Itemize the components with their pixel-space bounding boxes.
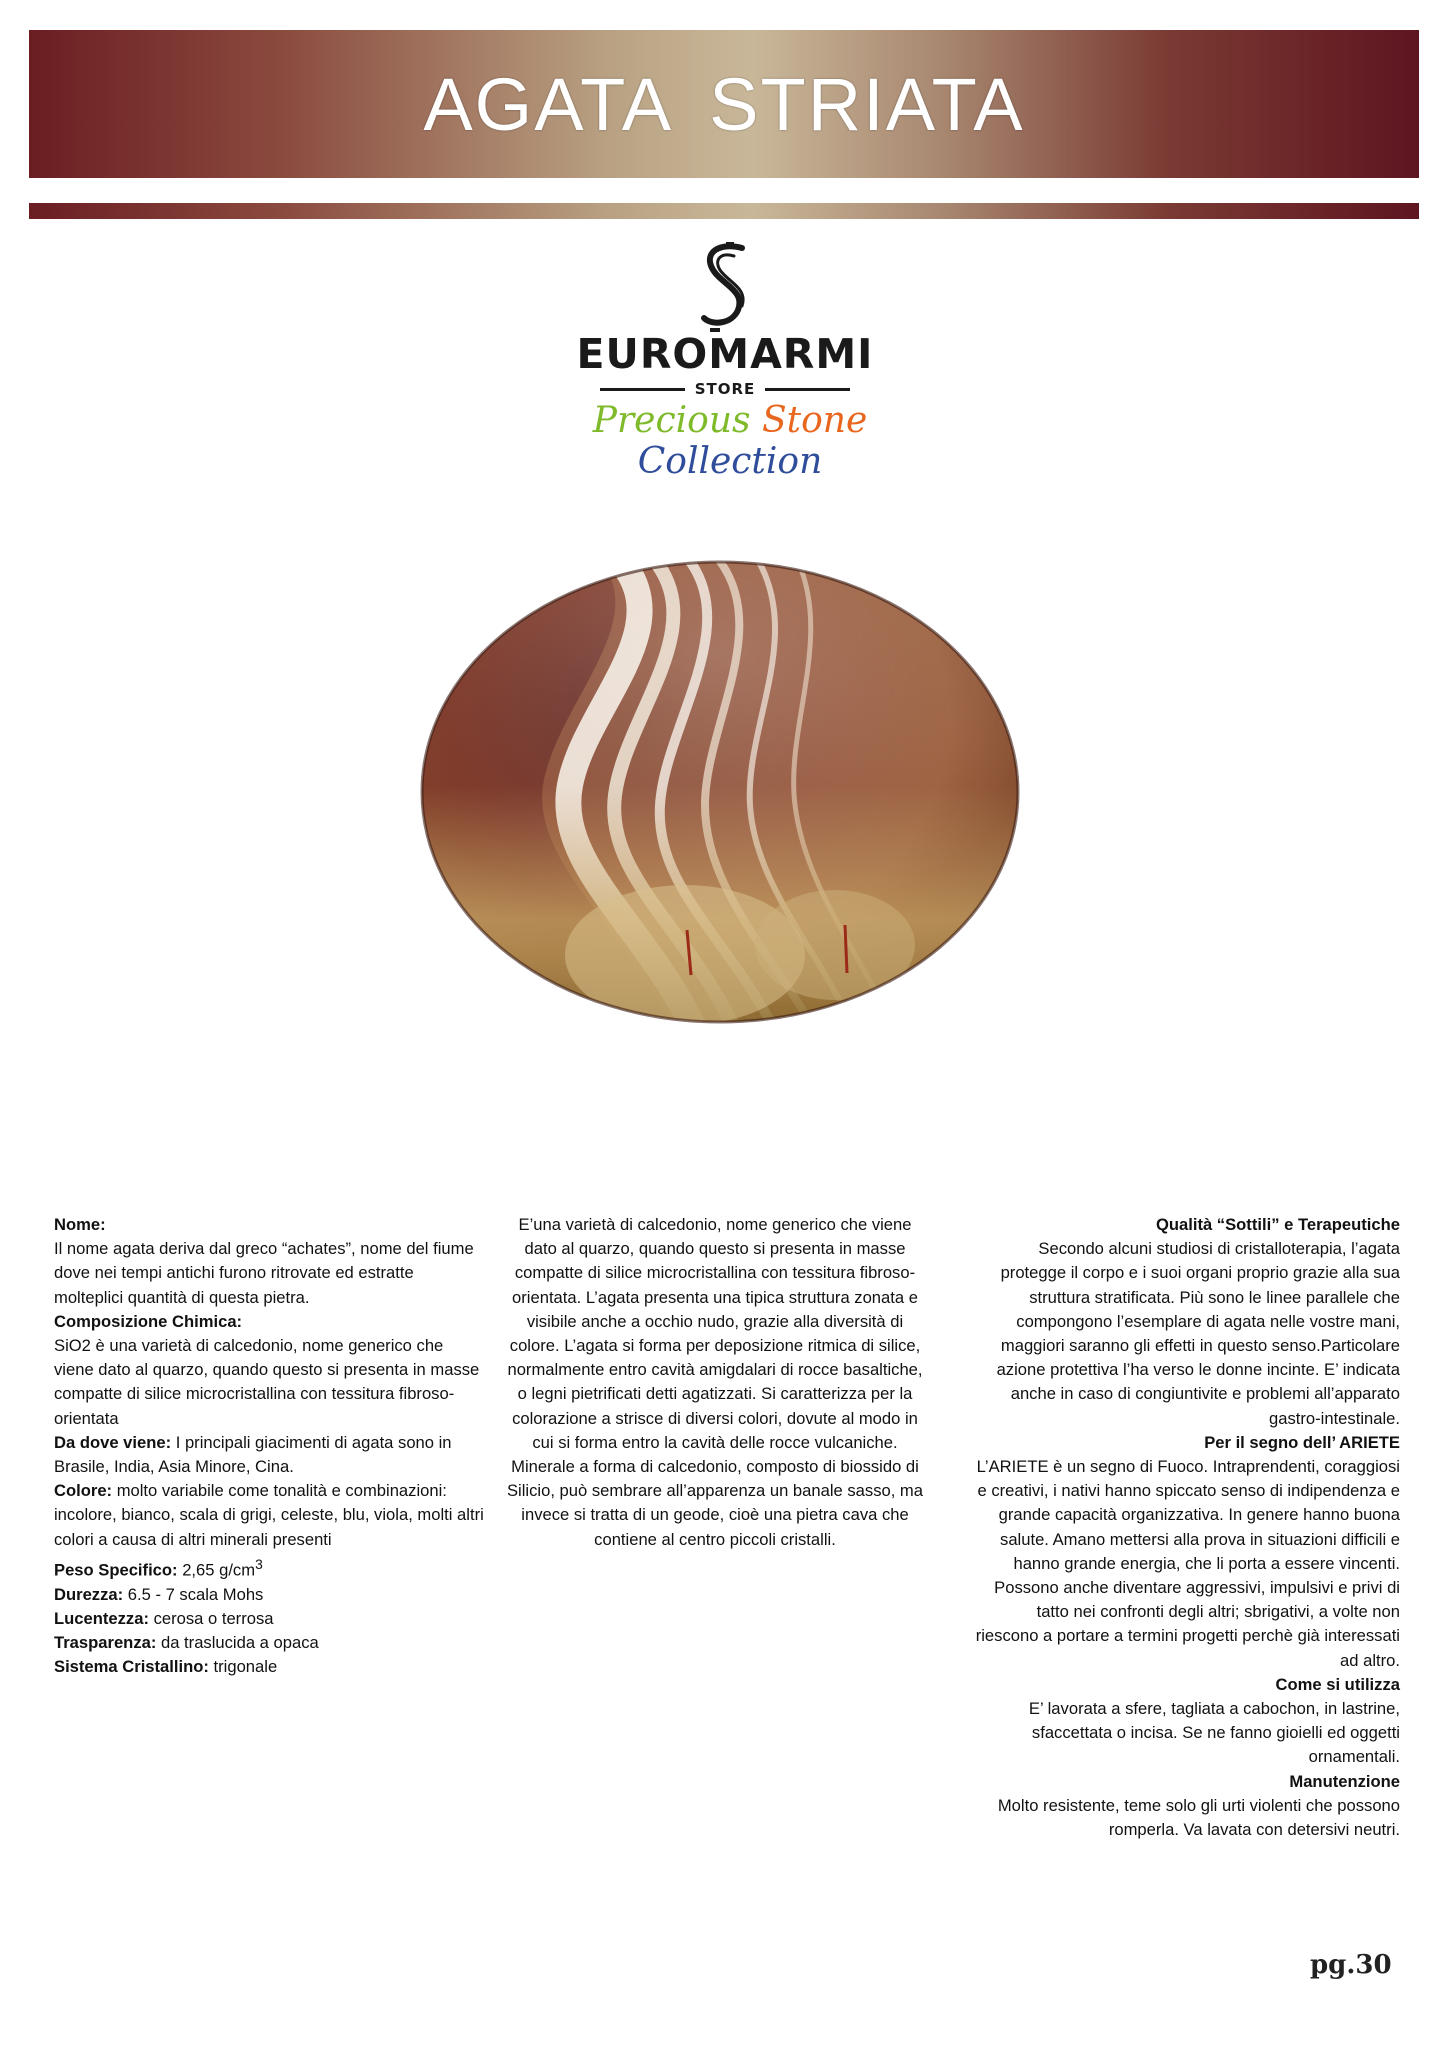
title-word-striata: STRIATA <box>709 62 1025 146</box>
text-utilizzo: E’ lavorata a sfere, tagliata a cabochon, in lastrine, sfaccettata o incisa. Se ne fanno gioielli ed oggetti ornamentali. <box>1028 1699 1400 1767</box>
qualities-column <box>975 1213 1400 1842</box>
properties-column <box>54 1213 484 1679</box>
label-dove: Da dove viene: <box>54 1432 172 1452</box>
text-peso: 2,65 g/cm <box>177 1560 256 1580</box>
agate-stone-image <box>415 555 1025 1030</box>
description-text: E’una varietà di calcedonio, nome generico che viene dato al quarzo, quando questo si presenta in masse compatte di silice microcristallina con tessitura fibroso-orientata. L’agata presenta una tipica struttura zonata e visibile anche a occhio nudo, grazie alla diversità di colore. L’agata si forma per deposizione ritmica di silice, normalmente entro cavità amigdalari di rocce basaltiche, o legni pietrificati detti agatizzati. Si caratterizza per la colorazione a strisce di diversi colori, dovute al modo in cui si forma entro la cavità delle rocce vulcaniche. Minerale a forma di calcedonio, composto di biossido di Silicio, può sembrare all’apparenza un banale sasso, ma invece si tratta di un geode, cioè una pietra cava che contiene al centro piccoli cristalli. <box>506 1215 923 1549</box>
header-divider-stripe <box>29 203 1419 219</box>
tagline-collection: Collection <box>637 441 823 482</box>
label-peso: Peso Specifico: <box>54 1560 178 1580</box>
label-colore: Colore: <box>54 1481 113 1501</box>
text-segno: L’ARIETE è un segno di Fuoco. Intraprendenti, coraggiosi e creativi, i nativi hanno spiccato senso di indipendenza e grande capacità organizzativa. In genere hanno buona salute. Amano mettersi alla prova in situazioni difficili e hanno grande energia, che li porta a essere vincenti. Possono anche diventare aggressivi, impulsivi e privi di tatto nei confronti degli altri; sbrigativi, a volte non riescono a portare a termini progetti perchè già interessati ad altro. <box>975 1457 1400 1670</box>
description-column <box>505 1213 925 1552</box>
text-durezza: 6.5 - 7 scala Mohs <box>123 1584 264 1604</box>
label-trasparenza: Trasparenza: <box>54 1632 157 1652</box>
text-lucentezza: cerosa o terrosa <box>148 1608 274 1628</box>
tagline-precious: Precious <box>592 400 751 441</box>
page-title <box>423 62 1024 147</box>
peso-superscript: 3 <box>255 1555 263 1572</box>
store-label: STORE <box>694 380 756 398</box>
page-number: pg.30 <box>1310 1950 1392 1980</box>
label-composizione: Composizione Chimica: <box>54 1311 243 1331</box>
text-nome: Il nome agata deriva dal greco “achates”, nome del fiume dove nei tempi antichi furono ritrovate ed estratte molteplici quantità di questa pietra. <box>54 1239 474 1307</box>
text-qualita: Secondo alcuni studiosi di cristalloterapia, l’agata protegge il corpo e i suoi organi proprio grazie alla sua struttura stratificata. Più sono le linee parallele che compongono l’esemplare di agata nelle vostre mani, maggiori saranno gli effetti in questo senso.Particolare azione protettiva l’ha verso le donne incinte. E’ indicata anche in caso di congiuntivite e problemi all’apparato gastro-intestinale. <box>996 1239 1400 1428</box>
title-word-agata: AGATA <box>423 62 674 146</box>
label-nome: Nome: <box>54 1215 106 1234</box>
label-manutenzione: Manutenzione <box>1289 1771 1400 1791</box>
title-banner <box>29 30 1419 178</box>
label-utilizzo: Come si utilizza <box>1275 1674 1400 1694</box>
label-sistema: Sistema Cristallino: <box>54 1657 209 1677</box>
label-qualita: Qualità “Sottili” e Terapeutiche <box>1155 1215 1400 1234</box>
text-composizione: SiO2 è una varietà di calcedonio, nome generico che viene dato al quarzo, quando questo si presenta in masse compatte di silice microcristallina con tessitura fibroso-orientata <box>54 1336 480 1428</box>
label-segno: Per il segno dell’ ARIETE <box>1204 1432 1400 1452</box>
text-manutenzione: Molto resistente, teme solo gli urti violenti che possono romperla. Va lavata con detersivi neutri. <box>997 1795 1400 1840</box>
text-colore: molto variabile come tonalità e combinazioni: incolore, bianco, scala di grigi, celeste, blu, viola, molti altri colori a causa di altri minerali presenti <box>54 1481 484 1549</box>
label-lucentezza: Lucentezza: <box>54 1608 149 1628</box>
tagline-stone: Stone <box>761 400 868 441</box>
logo-rule-left <box>600 388 685 391</box>
collection-tagline <box>520 400 940 482</box>
text-dove: I principali giacimenti di agata sono in Brasile, India, Asia Minore, Cina. <box>54 1432 452 1477</box>
store-row <box>600 377 850 401</box>
s-monogram-icon <box>690 240 760 335</box>
text-trasparenza: da traslucida a opaca <box>156 1632 319 1652</box>
logo-rule-right <box>765 388 850 391</box>
brand-name: EUROMARMI <box>576 330 874 378</box>
label-durezza: Durezza: <box>54 1584 124 1604</box>
text-sistema: trigonale <box>208 1657 278 1677</box>
